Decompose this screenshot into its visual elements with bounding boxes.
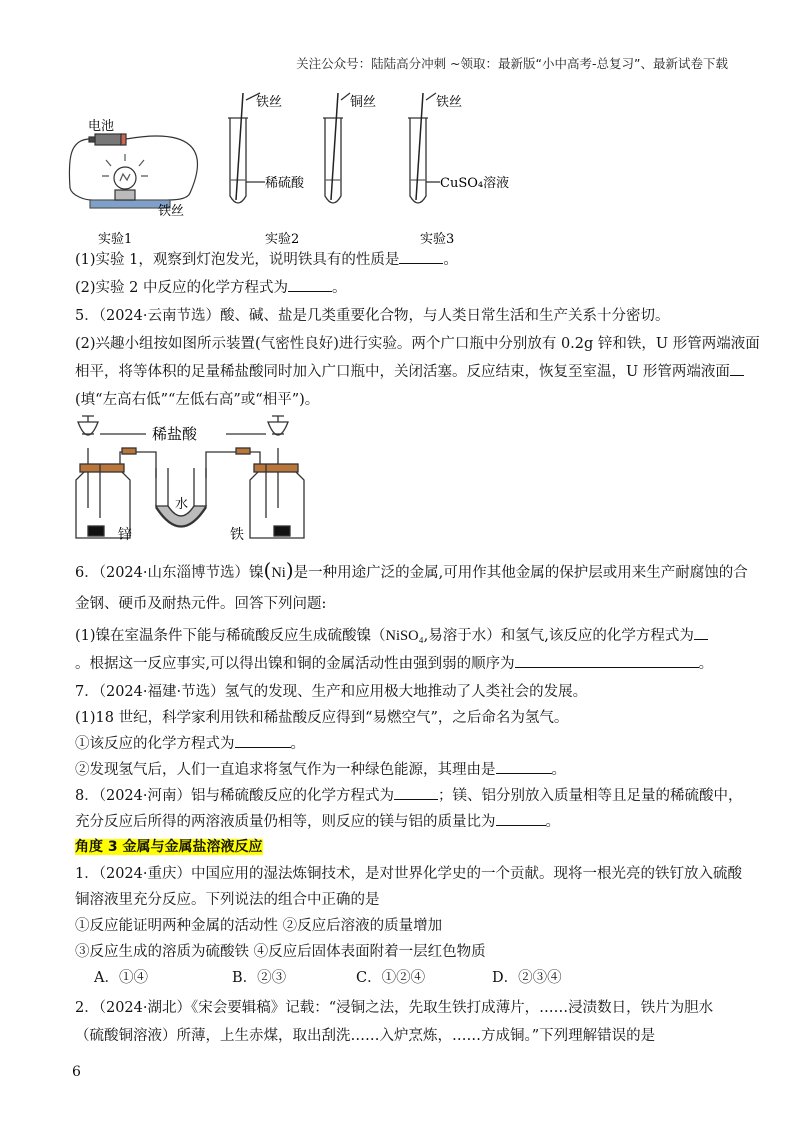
water-label: 水 bbox=[175, 497, 189, 512]
q6-line-3: (1)镍在室温条件下能与稀硫酸反应生成硫酸镍（NiSO₄,易溶于水）和氢气,该反应的化学方程式为 bbox=[75, 624, 708, 645]
answer-blank[interactable] bbox=[515, 653, 699, 668]
q7-line-3: ①该反应的化学方程式为 。 bbox=[75, 732, 305, 753]
q7-line-1: 7．（2024·福建·节选）氢气的发现、生产和应用极大地推动了人类社会的发展。 bbox=[75, 684, 588, 700]
q6-line-2: 金钢、硬币及耐热元件。回答下列问题: bbox=[75, 596, 327, 612]
mc1-line-3: ①反应能证明两种金属的活动性 ②反应后溶液的质量增加 bbox=[75, 918, 443, 934]
experiment-figure bbox=[60, 88, 510, 248]
mc1-option-a[interactable]: A．①④ bbox=[94, 970, 148, 986]
mc1-line-4: ③反应生成的溶质为硫酸铁 ④反应后固体表面附着一层红色物质 bbox=[75, 944, 486, 960]
copper-wire-label: 铜丝 bbox=[350, 95, 377, 110]
page-header: 关注公众号：陆陆高分冲刺 ~领取：最新版“小中高考-总复习”、最新试卷下载 bbox=[296, 56, 728, 71]
answer-blank[interactable] bbox=[496, 759, 552, 774]
mc1-option-b[interactable]: B．②③ bbox=[232, 970, 287, 986]
dilute-h2so4-label: 稀硫酸 bbox=[265, 176, 305, 191]
answer-blank[interactable] bbox=[694, 625, 708, 640]
q5-line-1: 5．（2024·云南节选）酸、碱、盐是几类重要化合物，与人类日常生活和生产关系十分密切。 bbox=[75, 308, 670, 324]
q4-line-1: (1)实验 1，观察到灯泡发光，说明铁具有的性质是 。 bbox=[75, 248, 458, 269]
answer-blank[interactable] bbox=[288, 277, 332, 292]
iron-wire-label-2: 铁丝 bbox=[256, 95, 283, 110]
exp3-label: 实验3 bbox=[420, 232, 455, 247]
battery-label: 电池 bbox=[88, 119, 115, 134]
section-heading: 角度 3 金属与金属盐溶液反应 bbox=[75, 839, 263, 855]
iron-label: 铁 bbox=[230, 527, 244, 543]
q4-line-2: (2)实验 2 中反应的化学方程式为 。 bbox=[75, 276, 346, 297]
iron-wire-label-1: 铁丝 bbox=[158, 204, 185, 219]
q5-line-2: (2)兴趣小组按如图所示装置(气密性良好)进行实验。两个广口瓶中分别放有 0.2g 锌和铁，U 形管两端液面 bbox=[75, 336, 760, 352]
q6-line-4: 。根据这一反应事实,可以得出镍和铜的金属活动性由强到弱的顺序为 。 bbox=[75, 652, 713, 673]
mc1-option-c[interactable]: C．①②④ bbox=[356, 970, 426, 986]
cuso4-label: CuSO₄溶液 bbox=[440, 176, 510, 191]
mc1-option-d[interactable]: D．②③④ bbox=[492, 970, 562, 986]
answer-blank[interactable] bbox=[394, 785, 438, 800]
mc1-line-2: 铜溶液里充分反应。下列说法的组合中正确的是 bbox=[75, 892, 380, 908]
iron-wire-label-3: 铁丝 bbox=[436, 95, 463, 110]
exp1-label: 实验1 bbox=[98, 232, 133, 247]
test-tube-3 bbox=[323, 93, 350, 203]
zinc-label: 锌 bbox=[118, 527, 132, 543]
circuit-diagram bbox=[69, 134, 197, 208]
q5-line-3: 相平，将等体积的足量稀盐酸同时加入广口瓶中，关闭活塞。反应结束，恢复至室温，U 形管两端液面 bbox=[75, 360, 744, 381]
apparatus-figure bbox=[60, 408, 320, 548]
q6-line-1: 6．（2024·山东淄博节选）镍(Ni)是一种用途广泛的金属,可用作其他金属的保护层或用来生产耐腐蚀的合 bbox=[75, 558, 748, 582]
mc2-line-1: 2．（2024·湖北）《宋会要辑稿》记载：“浸铜之法，先取生铁打成薄片，……浸渍数日，铁片为胆水 bbox=[75, 1000, 714, 1016]
q8-line-1: 8．（2024·河南）铝与稀硫酸反应的化学方程式为 ；镁、铝分别放入质量相等且足量的稀硫酸中， bbox=[75, 784, 742, 805]
answer-blank[interactable] bbox=[235, 733, 291, 748]
mc2-line-2: （硫酸铜溶液）所薄，上生赤煤，取出刮洗……入炉烹炼，……方成铜。”下列理解错误的是 bbox=[75, 1028, 656, 1044]
mc1-line-1: 1．（2024·重庆）中国应用的湿法炼铜技术，是对世界化学史的一个贡献。现将一根光亮的铁钉放入硫酸 bbox=[75, 866, 742, 882]
answer-blank[interactable] bbox=[496, 811, 546, 826]
answer-blank[interactable] bbox=[730, 361, 744, 376]
q8-line-2: 充分反应后所得的两溶液质量仍相等，则反应的镁与铝的质量比为 。 bbox=[75, 810, 560, 831]
page-number: 6 bbox=[72, 1064, 81, 1080]
dilute-hcl-label: 稀盐酸 bbox=[152, 425, 198, 443]
q7-line-4: ②发现氢气后，人们一直追求将氢气作为一种绿色能源，其理由是 。 bbox=[75, 758, 566, 779]
exp2-label: 实验2 bbox=[265, 232, 300, 247]
q5-line-4: (填“左高右低”“左低右高”或“相平”)。 bbox=[75, 392, 320, 408]
q7-line-2: (1)18 世纪，科学家利用铁和稀盐酸反应得到“易燃空气”，之后命名为氢气。 bbox=[75, 710, 569, 726]
answer-blank[interactable] bbox=[399, 249, 443, 264]
